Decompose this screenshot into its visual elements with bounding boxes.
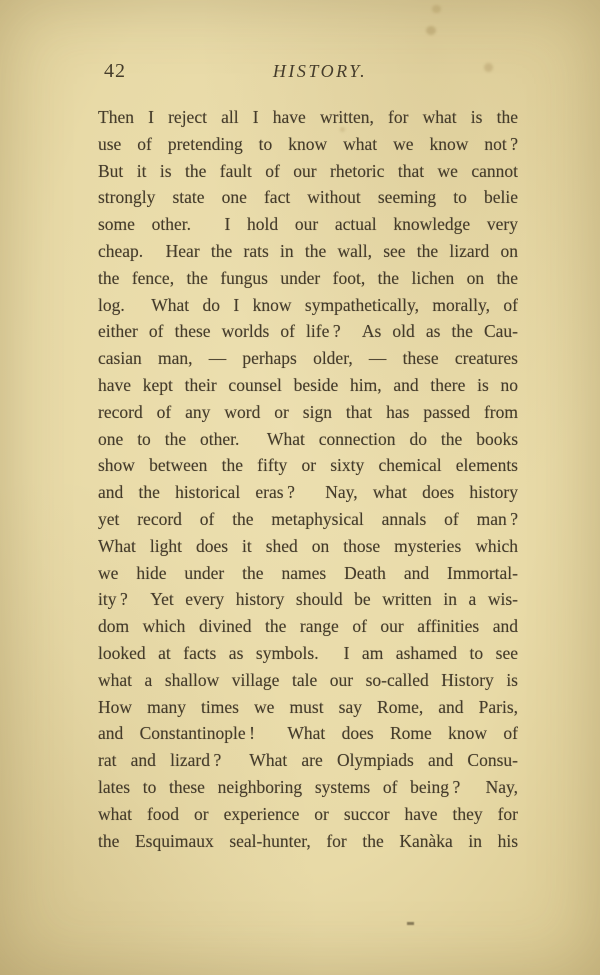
body-text-line: some other. I hold our actual knowledge very — [98, 214, 518, 235]
body-text-line: log. What do I know sympathetically, morally, of — [98, 294, 518, 315]
foxing-spot — [484, 63, 493, 72]
body-text-line: How many times we must say Rome, and Paris, — [98, 696, 518, 717]
body-text-line: show between the fifty or sixty chemical elements — [98, 455, 518, 476]
running-head-title: HISTORY. — [272, 61, 368, 81]
body-text-line: cheap. Hear the rats in the wall, see the lizard on — [98, 240, 518, 261]
body-text-line: lates to these neighboring systems of being ? Nay, — [98, 776, 518, 797]
body-text-line: the Esquimaux seal-hunter, for the Kanàka in his — [98, 830, 518, 851]
body-text — [98, 104, 518, 854]
body-text-line: dom which divined the range of our affinities and — [98, 616, 518, 637]
body-text-line: Then I reject all I have written, for what is the — [98, 107, 518, 127]
body-text-line: record of any word or sign that has passed from — [98, 401, 518, 422]
body-text-line: What light does it shed on those mysteries which — [98, 535, 518, 556]
foxing-spot — [426, 26, 436, 35]
foxing-spot — [340, 127, 345, 132]
body-text-line: ity ? Yet every history should be written in a wis- — [98, 589, 518, 610]
body-text-line: But it is the fault of our rhetoric that we cannot — [98, 160, 518, 181]
body-text-line: and the historical eras ? Nay, what does history — [98, 482, 518, 503]
body-text-line: use of pretending to know what we know not ? — [98, 133, 518, 154]
body-text-line: yet record of the metaphysical annals of man ? — [98, 508, 518, 529]
body-text-line: either of these worlds of life ? As old as the Cau- — [98, 321, 518, 342]
body-text-line: strongly state one fact without seeming to belie — [98, 187, 518, 208]
body-text-line: what food or experience or succor have they for — [98, 803, 518, 824]
body-text-line: we hide under the names Death and Immortal- — [98, 562, 518, 583]
page-number: 42 — [104, 60, 126, 82]
ink-speck — [407, 922, 414, 925]
body-text-line: and Constantinople ! What does Rome know of — [98, 723, 518, 744]
body-text-line: looked at facts as symbols. I am ashamed to see — [98, 642, 518, 663]
body-text-line: what a shallow village tale our so-called History is — [98, 669, 518, 690]
body-text-line: the fence, the fungus under foot, the lichen on the — [98, 267, 518, 288]
body-text-line: rat and lizard ? What are Olympiads and Consu- — [98, 750, 518, 771]
body-text-line: one to the other. What connection do the books — [98, 428, 518, 449]
running-header — [98, 58, 518, 88]
body-text-line: have kept their counsel beside him, and there is no — [98, 374, 518, 395]
body-text-line: casian man, — perhaps older, — these creatures — [98, 348, 518, 369]
foxing-spot — [432, 5, 441, 13]
